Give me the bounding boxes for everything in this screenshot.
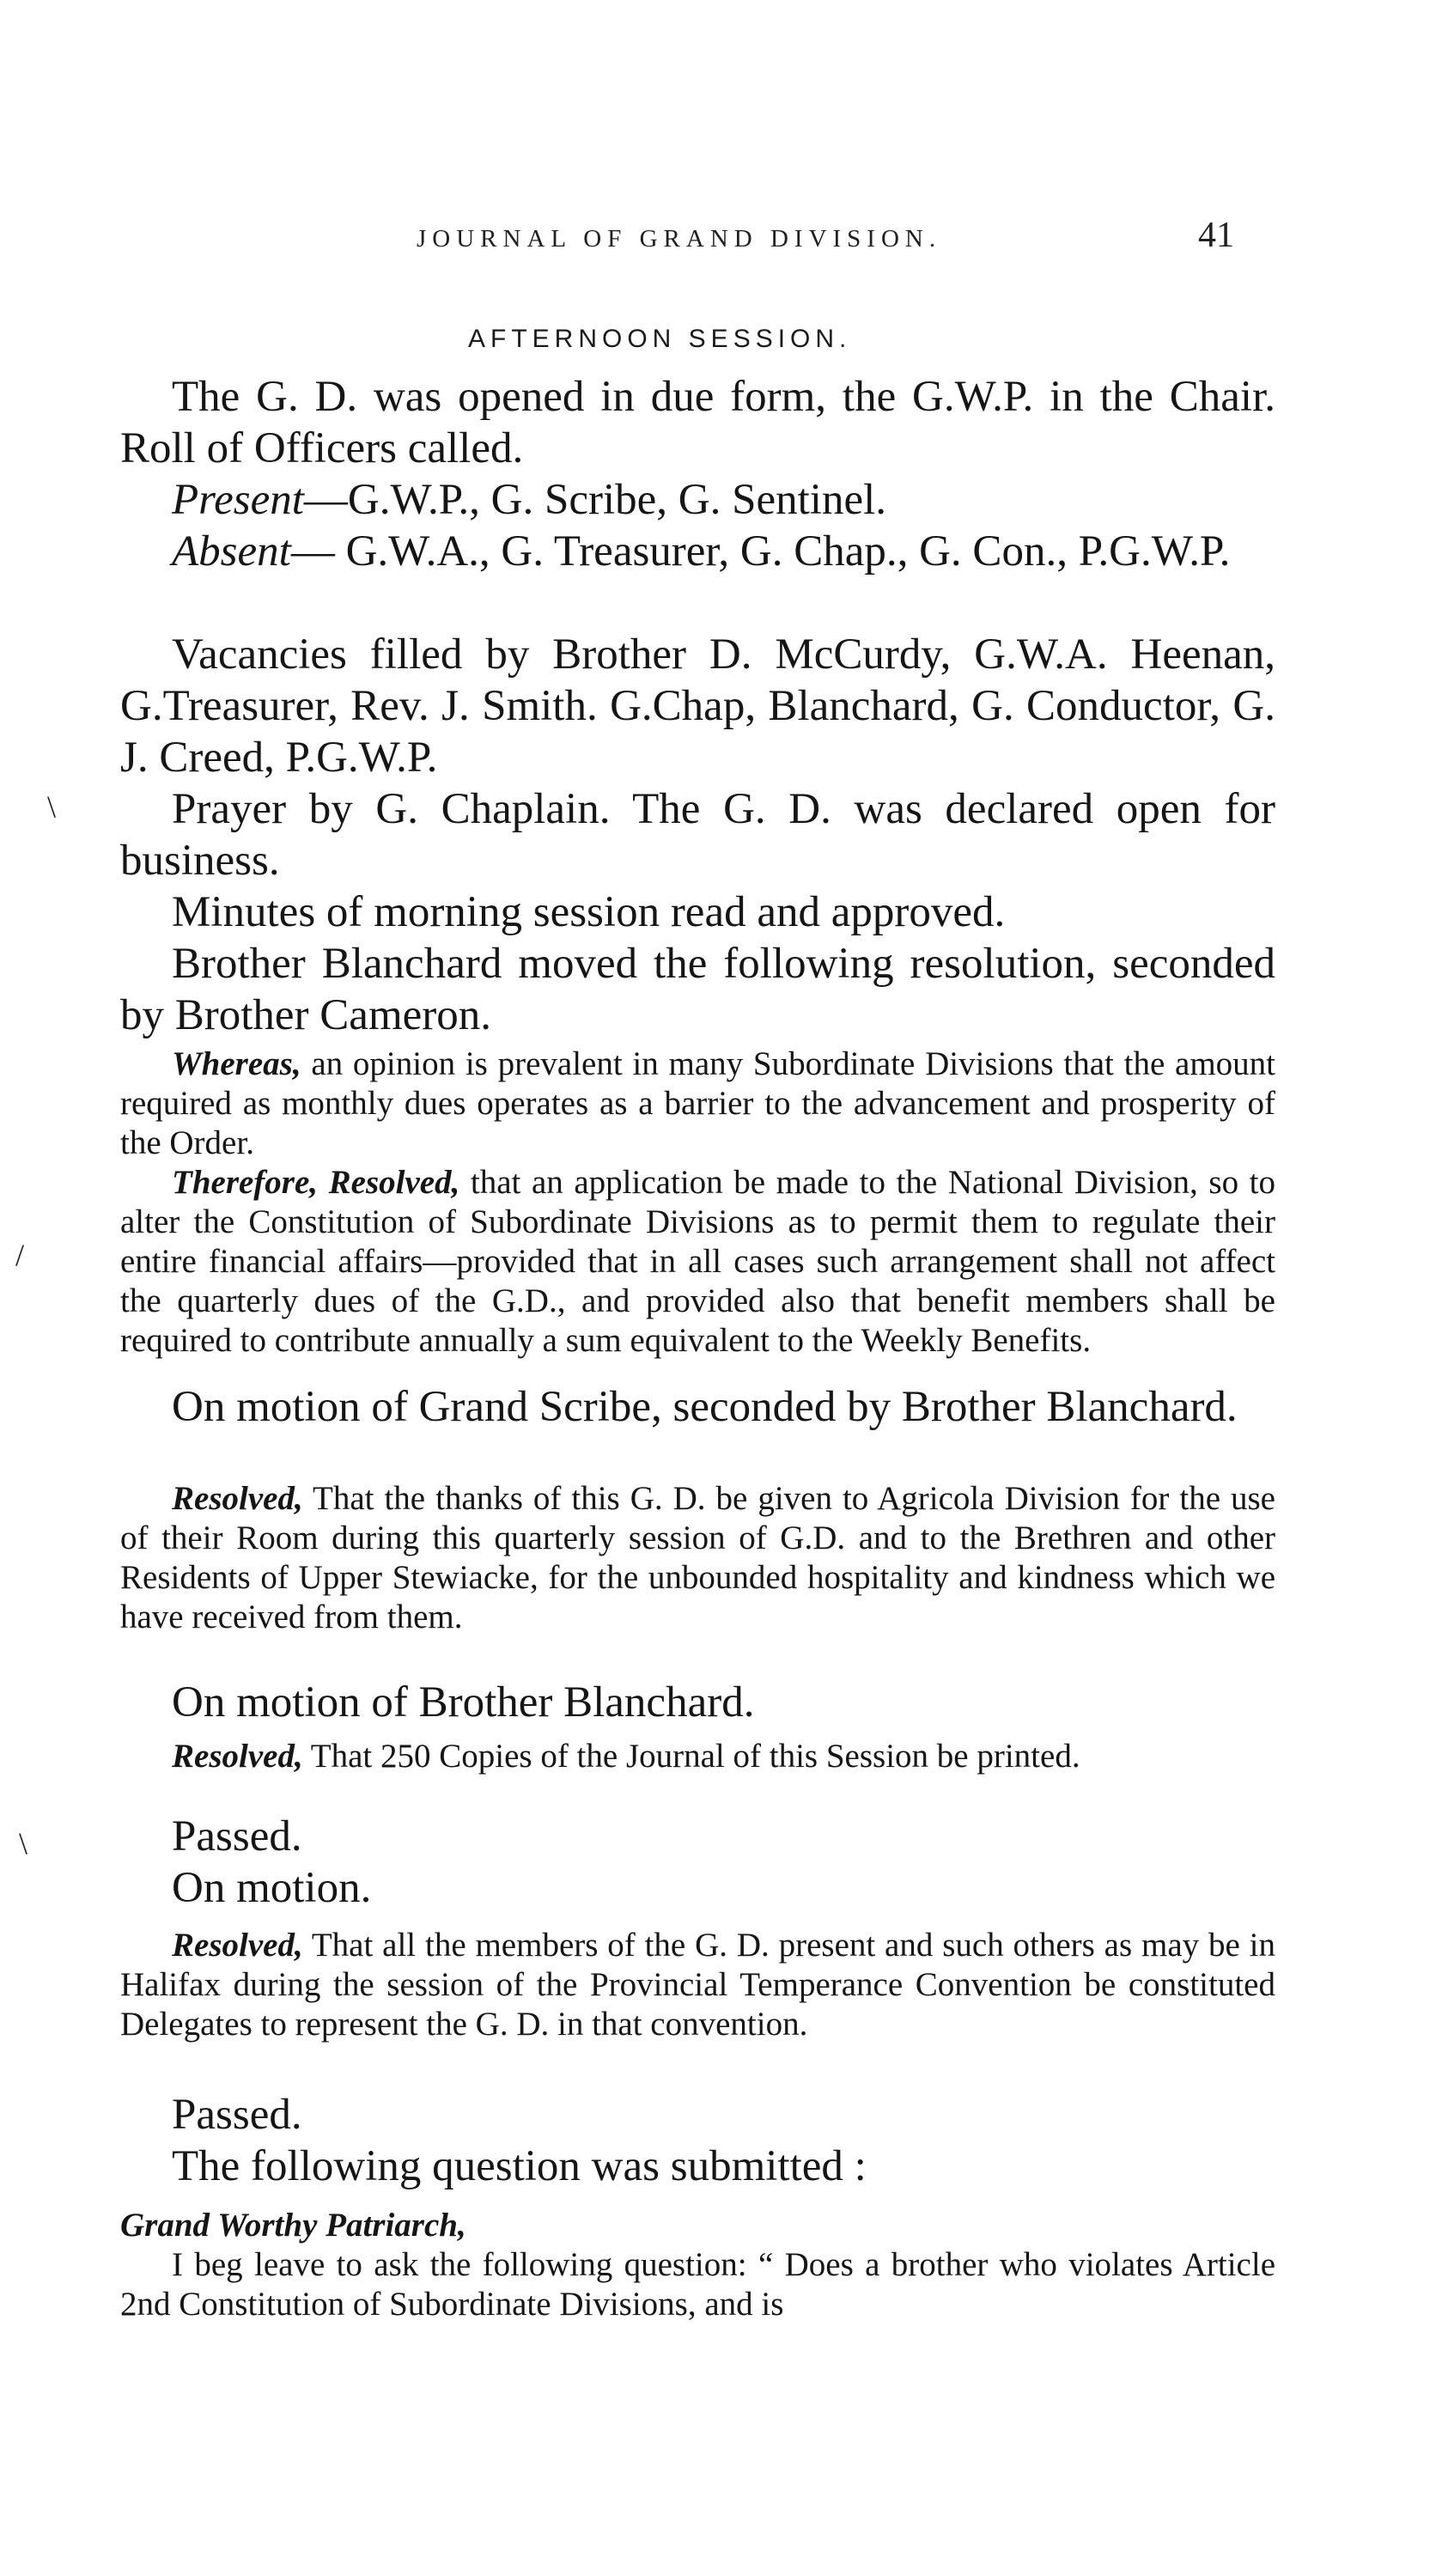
therefore-text: that an application be made to the National Division, so to alter the Constitution of Subordinate Divisions as to permit them to regulate their entire financial affairs—provided that in all cases such arrangement shall not affect the quarterly dues of the G.D., and provided also that benefit members shall be required to contribute annually a sum equivalent to the Weekly Benefits. xyxy=(120,1164,1275,1359)
blanchard-motion-text: Brother Blanchard moved the following resolution, seconded by Brother Cameron. xyxy=(120,940,1275,1039)
whereas-paragraph xyxy=(120,1044,1275,1163)
copies-resolution-text: That 250 Copies of the Journal of this Session be printed. xyxy=(302,1738,1080,1775)
blanchard-motion-2-text: On motion of Brother Blanchard. xyxy=(172,1678,755,1726)
present-paragraph xyxy=(120,474,1275,526)
passed-text: Passed. xyxy=(172,1812,302,1860)
copies-resolution-label: Resolved, xyxy=(172,1738,303,1775)
minutes-paragraph xyxy=(120,886,1275,938)
absent-paragraph xyxy=(120,526,1275,577)
margin-mark: / xyxy=(15,1238,25,1272)
margin-mark: \ xyxy=(47,789,57,824)
scribe-motion-paragraph xyxy=(120,1381,1275,1433)
vacancies-text: Vacancies filled by Brother D. McCurdy, G.W.A. Heenan, G.Treasurer, Rev. J. Smith. G.Chap, Blanchard, G. Conductor, G. J. Creed, P.G.W.P. xyxy=(120,630,1275,782)
therefore-paragraph xyxy=(120,1163,1275,1361)
delegates-resolution-paragraph xyxy=(120,1926,1275,2044)
absent-label: Absent xyxy=(172,527,291,575)
vacancies-paragraph xyxy=(120,629,1275,783)
therefore-label: Therefore, Resolved, xyxy=(172,1164,460,1201)
passed-text: Passed. xyxy=(172,2091,302,2139)
question-intro-text: The following question was submitted : xyxy=(172,2142,867,2190)
whereas-text: an opinion is prevalent in many Subordinate Divisions that the amount required as monthly dues operates as a barrier to the advancement and prosperity of the Order. xyxy=(120,1045,1275,1161)
prayer-text: Prayer by G. Chaplain. The G. D. was declared open for business. xyxy=(120,785,1275,885)
opening-paragraph xyxy=(120,371,1275,474)
scribe-motion-text: On motion of Grand Scribe, seconded by Brother Blanchard. xyxy=(172,1383,1238,1431)
opening-text: The G. D. was opened in due form, the G.W.P. in the Chair. Roll of Officers called. xyxy=(120,373,1275,472)
question-text: I beg leave to ask the following question: “ Does a brother who violates Article 2nd Constitution of Subordinate Divisions, and is xyxy=(120,2246,1275,2323)
salutation-text: Grand Worthy Patriarch, xyxy=(120,2207,466,2244)
prayer-paragraph xyxy=(120,783,1275,886)
thanks-resolution-label: Resolved, xyxy=(172,1480,303,1517)
margin-mark: \ xyxy=(19,1826,28,1860)
on-motion-text: On motion. xyxy=(172,1864,372,1912)
page-number: 41 xyxy=(1198,216,1234,255)
copies-resolution-paragraph xyxy=(120,1737,1275,1776)
delegates-resolution-label: Resolved, xyxy=(172,1927,303,1964)
thanks-resolution-text: That the thanks of this G. D. be given to Agricola Division for the use of their Room during this quarterly session of G.D. and to the Brethren and other Residents of Upper Stewiacke, for the unbounded hospitality and kindness which we have received from them. xyxy=(120,1480,1275,1635)
present-text: —G.W.P., G. Scribe, G. Sentinel. xyxy=(303,476,886,524)
thanks-resolution-paragraph xyxy=(120,1479,1275,1637)
absent-text: — G.W.A., G. Treasurer, G. Chap., G. Con., P.G.W.P. xyxy=(290,527,1231,575)
present-label: Present xyxy=(172,476,304,524)
minutes-text: Minutes of morning session read and approved. xyxy=(172,888,1006,936)
running-head: JOURNAL OF GRAND DIVISION. xyxy=(417,225,942,253)
delegates-resolution-text: That all the members of the G. D. present and such others as may be in Halifax during the session of the Provincial Temperance Convention be constituted Delegates to represent the G. D. in that convention. xyxy=(120,1927,1275,2043)
whereas-label: Whereas, xyxy=(172,1045,301,1082)
blanchard-motion-paragraph xyxy=(120,938,1275,1041)
section-heading: AFTERNOON SESSION. xyxy=(468,325,852,353)
question-paragraph xyxy=(120,2245,1275,2324)
blanchard-motion-2-paragraph xyxy=(120,1677,1275,1728)
